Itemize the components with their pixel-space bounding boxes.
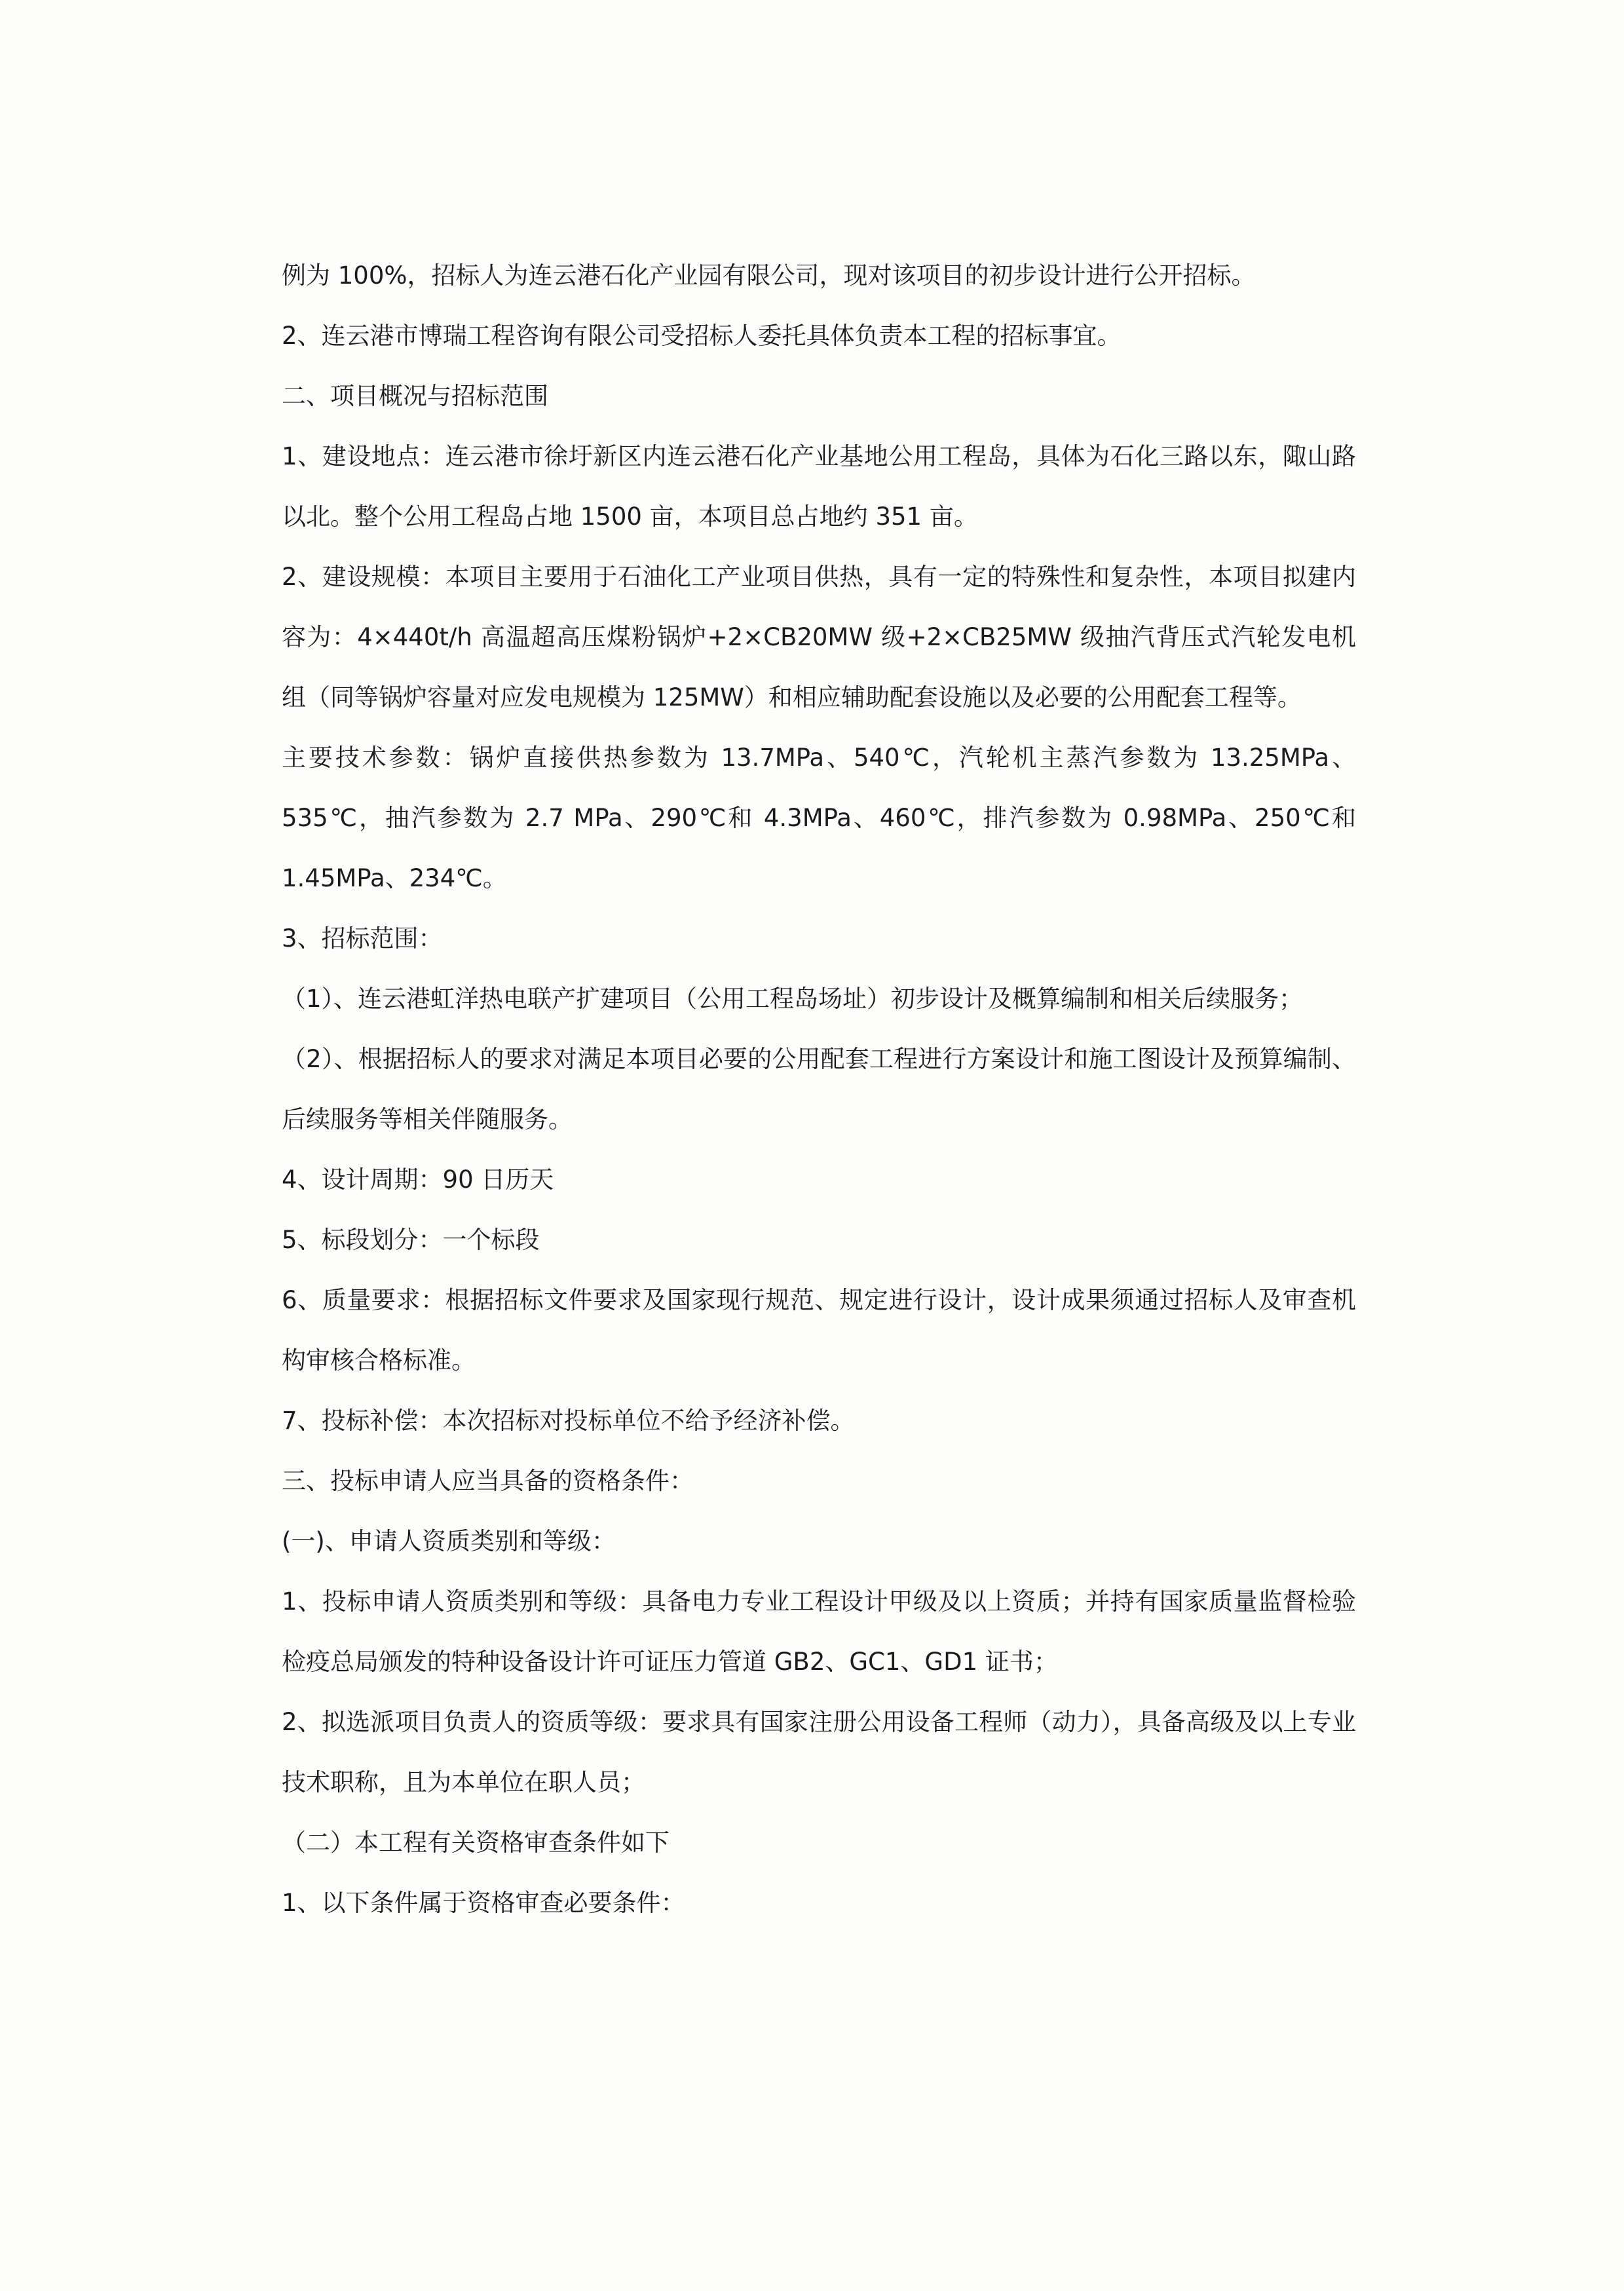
paragraph-qualification-2: 2、拟选派项目负责人的资质等级：要求具有国家注册公用设备工程师（动力），具备高级及以上专业技术职称，且为本单位在职人员； bbox=[282, 1708, 1356, 1796]
section-heading-overview: 二、项目概况与招标范围 bbox=[282, 382, 548, 410]
subheading-review-conditions: （二）本工程有关资格审查条件如下 bbox=[282, 1828, 670, 1857]
paragraph-intro-continuation: 例为 100%，招标人为连云港石化产业园有限公司，现对该项目的初步设计进行公开招标。 bbox=[282, 261, 1256, 290]
paragraph-scale: 2、建设规模：本项目主要用于石油化工产业项目供热，具有一定的特殊性和复杂性，本项目拟建内容为：4×440t/h 高温超高压煤粉锅炉+2×CB20MW 级+2×CB25MW 级抽汽背压式汽轮发电机组（同等锅炉容量对应发电规模为 125MW）和相应辅助配套设施以及必要的公用配套工程等。 bbox=[282, 563, 1356, 711]
paragraph-agency: 2、连云港市博瑞工程咨询有限公司受招标人委托具体负责本工程的招标事宜。 bbox=[282, 322, 1122, 350]
paragraph-compensation: 7、投标补偿：本次招标对投标单位不给予经济补偿。 bbox=[282, 1407, 855, 1435]
paragraph-lot-division: 5、标段划分：一个标段 bbox=[282, 1226, 540, 1254]
section-heading-qualifications: 三、投标申请人应当具备的资格条件： bbox=[282, 1467, 694, 1495]
paragraph-design-period: 4、设计周期：90 日历天 bbox=[282, 1165, 554, 1194]
paragraph-location: 1、建设地点：连云港市徐圩新区内连云港石化产业基地公用工程岛，具体为石化三路以东，陬山路以北。整个公用工程岛占地 1500 亩，本项目总占地约 351 亩。 bbox=[282, 442, 1356, 531]
paragraph-scope-item-2: （2）、根据招标人的要求对满足本项目必要的公用配套工程进行方案设计和施工图设计及预算编制、后续服务等相关伴随服务。 bbox=[282, 1045, 1356, 1133]
paragraph-quality: 6、质量要求：根据招标文件要求及国家现行规范、规定进行设计，设计成果须通过招标人及审查机构审核合格标准。 bbox=[282, 1286, 1356, 1374]
paragraph-review-required: 1、以下条件属于资格审查必要条件： bbox=[282, 1889, 685, 1917]
paragraph-scope-item-1: （1）、连云港虹洋热电联产扩建项目（公用工程岛场址）初步设计及概算编制和相关后续服务； bbox=[282, 985, 1304, 1013]
paragraph-scope-heading: 3、招标范围： bbox=[282, 924, 443, 953]
document-body bbox=[282, 246, 1356, 1933]
paragraph-qualification-1: 1、投标申请人资质类别和等级：具备电力专业工程设计甲级及以上资质；并持有国家质量监督检验检疫总局颁发的特种设备设计许可证压力管道 GB2、GC1、GD1 证书； bbox=[282, 1587, 1356, 1676]
subheading-qualification-class: (一)、申请人资质类别和等级： bbox=[282, 1527, 616, 1555]
paragraph-technical-params: 主要技术参数：锅炉直接供热参数为 13.7MPa、540℃，汽轮机主蒸汽参数为 13.25MPa、535℃，抽汽参数为 2.7 MPa、290℃和 4.3MPa、460℃，排汽参数为 0.98MPa、250℃和 1.45MPa、234℃。 bbox=[282, 744, 1356, 892]
